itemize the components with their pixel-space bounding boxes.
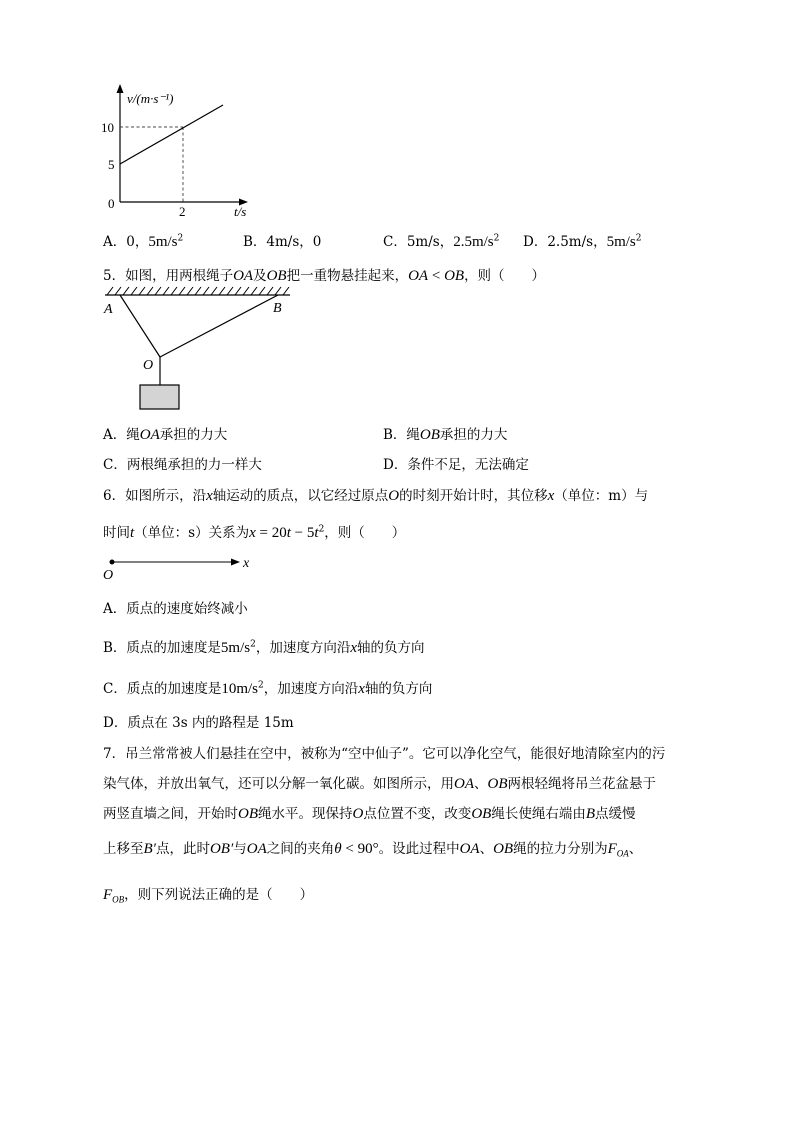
- y-axis-label: v/(m·s⁻¹): [127, 91, 174, 106]
- x-axis-label: t/s: [234, 204, 247, 219]
- rope-ob: [160, 295, 278, 357]
- rope-oa: [120, 295, 160, 357]
- q7-line3: 两竖直墙之间，开始时OB绳水平。现保持O点位置不变，改变OB绳长使绳右端由B点缓慢: [103, 806, 636, 822]
- label-b: B: [273, 301, 282, 316]
- q4-a-label: A．0，: [103, 234, 149, 250]
- axis-label-o: O: [103, 568, 114, 583]
- q4-d-value: 5m/s: [606, 234, 636, 250]
- q6-stem-line1: 6．如图所示，沿x轴运动的质点，以它经过原点O的时刻开始计时，其位移x（单位：m）与: [103, 488, 649, 504]
- q6-option-a[interactable]: A．质点的速度始终减小: [103, 601, 248, 617]
- q7-line5: $F_{OB}$，则下列说法正确的是（ ）: [103, 887, 314, 905]
- label-a: A: [104, 302, 113, 317]
- q4-option-a[interactable]: A．0，$5m/s^2$: [103, 233, 184, 250]
- tick-5: 5: [108, 157, 115, 172]
- q7-line1: 7．吊兰常常被人们悬挂在空中，被称为“空中仙子”。它可以净化空气，能很好地清除室内的污: [103, 746, 666, 762]
- ceiling-hatch: [107, 287, 289, 295]
- q5-option-c[interactable]: C．两根绳承担的力一样大: [103, 457, 262, 473]
- q7-line4: 上移至B′点，此时OB′与OA之间的夹角θ < 90°。设此过程中OA、OB绳的拉力分别为$F_{OA}$、: [103, 841, 643, 859]
- q4-b-label: B．4m/s，0: [243, 234, 322, 250]
- q7-line2: 染气体，并放出氧气，还可以分解一氧化碳。如图所示，用OA、OB两根轻绳将吊兰花盆悬于: [103, 776, 656, 792]
- weight-block: [140, 385, 179, 409]
- q6-option-d[interactable]: D．质点在 3s 内的路程是 15m: [103, 715, 294, 731]
- vt-graph: [100, 82, 270, 222]
- q4-c-value: 2.5m/s: [453, 234, 494, 250]
- q6-option-c[interactable]: C．质点的加速度是$10m/s^2$，加速度方向沿x轴的负方向: [103, 680, 433, 697]
- y-axis-arrow: [117, 84, 124, 93]
- x-axis-arrow: [231, 559, 240, 566]
- q5-option-d[interactable]: D．条件不足，无法确定: [383, 457, 529, 473]
- q5-rope-figure: [100, 285, 300, 415]
- tick-10: 10: [101, 120, 114, 135]
- q5-option-a[interactable]: A．绳OA承担的力大: [103, 427, 228, 443]
- vt-line: [120, 105, 223, 164]
- tick-2: 2: [179, 204, 186, 219]
- q5-stem: 5．如图，用两根绳子OA及OB把一重物悬挂起来，OA < OB，则（ ）: [103, 268, 546, 284]
- tick-0: 0: [108, 196, 115, 211]
- q5-option-b[interactable]: B．绳OB承担的力大: [383, 427, 508, 443]
- axis-label-x: x: [243, 556, 250, 571]
- q4-c-label: C．5m/s，: [383, 234, 454, 250]
- label-o: O: [143, 358, 154, 373]
- q6-stem-line2: 时间t（单位：s）关系为$x = 20t - 5t^2$，则（ ）: [103, 524, 406, 541]
- q4-d-label: D．2.5m/s，: [523, 234, 607, 250]
- q6-option-b[interactable]: B．质点的加速度是$5m/s^2$，加速度方向沿x轴的负方向: [103, 639, 425, 656]
- q4-option-c[interactable]: C．5m/s，$2.5m/s^2$: [383, 233, 500, 250]
- q4-option-d[interactable]: D．2.5m/s，$5m/s^2$: [523, 233, 642, 250]
- q4-option-b[interactable]: [243, 230, 321, 250]
- q4-a-value: 5m/s: [148, 234, 178, 250]
- q6-axis-figure: [100, 552, 260, 584]
